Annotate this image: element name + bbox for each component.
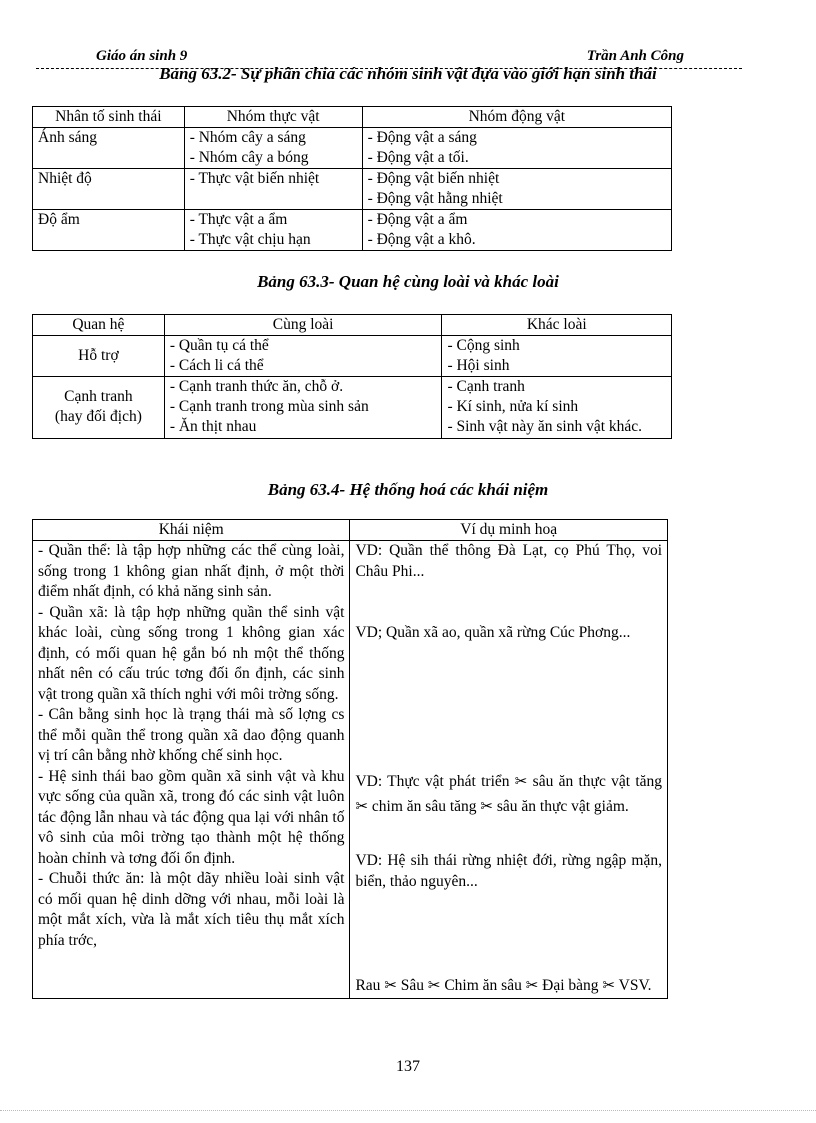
table-cell: Nhiệt độ xyxy=(33,169,185,210)
concepts-cell xyxy=(33,541,350,999)
table3 xyxy=(32,519,668,999)
concept-food-chain: - Chuỗi thức ăn: là một dãy nhiều loài sinh vật có mối quan hệ dinh dỡng với nhau, mỗi loài là một mắt xích, vừa là mắt xích tiêu thụ mắt xích phía trớc, xyxy=(38,870,345,949)
page-number: 137 xyxy=(396,1058,420,1075)
table-cell: - Động vật biến nhiệt - Động vật hằng nhiệt xyxy=(362,169,671,210)
arrow-icon: ✂ xyxy=(384,976,397,994)
concept-population: - Quần thể: là tập hợp những các thể cùng loài, sống trong 1 không gian nhất định, ở một thời điểm nhất định, có khả năng sinh sản. xyxy=(38,542,345,600)
table2-header-other: Khác loài xyxy=(442,315,672,336)
table-row xyxy=(33,520,668,541)
table-cell: - Nhóm cây a sáng - Nhóm cây a bóng xyxy=(184,128,362,169)
table-cell: - Cộng sinh - Hội sinh xyxy=(442,336,672,377)
table-cell: - Động vật a ẩm - Động vật a khô. xyxy=(362,210,671,251)
example-ecosystem: VD: Hệ sih thái rừng nhiệt đới, rừng ngập mặn, biển, thảo nguyên... xyxy=(355,852,662,890)
table-row xyxy=(33,377,672,439)
table-cell: - Thực vật biến nhiệt xyxy=(184,169,362,210)
concept-ecosystem: - Hệ sinh thái bao gồm quần xã sinh vật và khu vực sống của quần xã, trong đó các sinh vật luôn tác động lẫn nhau và tác động qua lại với nhân tố vô sinh của môi trờng tạo thành một hệ thống hoàn chỉnh và tơng đối ổn định. xyxy=(38,767,345,867)
arrow-icon: ✂ xyxy=(480,797,493,815)
arrow-icon: ✂ xyxy=(514,772,528,790)
table2-caption: Bảng 63.3- Quan hệ cùng loài và khác loài xyxy=(257,272,559,291)
table-cell: Hỗ trợ xyxy=(33,336,165,377)
table-row xyxy=(33,128,672,169)
examples-cell xyxy=(350,541,668,999)
table-cell: Ánh sáng xyxy=(33,128,185,169)
table-row xyxy=(33,107,672,128)
table3-header-concept: Khái niệm xyxy=(33,520,350,541)
arrow-icon: ✂ xyxy=(427,976,441,994)
table-cell: Cạnh tranh (hay đối địch) xyxy=(33,377,165,439)
table1-header-animals: Nhóm động vật xyxy=(362,107,671,128)
concept-community: - Quần xã: là tập hợp những quần thể sinh vật khác loài, cùng sống trong 1 không gian xác định, có mối quan hệ gắn bó nh một thể thống nhất nên có cấu trúc tơng đối ổn định, các sinh vật trong quần xã thích nghi với môi trờng sống. xyxy=(38,603,345,703)
table-cell: Độ ẩm xyxy=(33,210,185,251)
table1-header-plants: Nhóm thực vật xyxy=(184,107,362,128)
table1-header-factor: Nhân tố sinh thái xyxy=(33,107,185,128)
table3-caption: Bảng 63.4- Hệ thống hoá các khái niệm xyxy=(267,480,549,499)
table-cell: - Thực vật a ẩm - Thực vật chịu hạn xyxy=(184,210,362,251)
table-cell: - Động vật a sáng - Động vật a tối. xyxy=(362,128,671,169)
table3-header-example: Ví dụ minh hoạ xyxy=(350,520,668,541)
example-community: VD; Quần xã ao, quần xã rừng Cúc Phơng... xyxy=(355,624,631,641)
table-row xyxy=(33,315,672,336)
table1 xyxy=(32,106,672,251)
table-row xyxy=(33,169,672,210)
footer-divider xyxy=(0,1110,816,1111)
table1-caption: Bảng 63.2- Sự phân chia các nhóm sinh vật dựa vào giới hạn sinh thái xyxy=(159,64,657,83)
arrow-icon: ✂ xyxy=(525,976,539,994)
table-cell: - Quần tụ cá thể - Cách li cá thể xyxy=(164,336,442,377)
arrow-icon: ✂ xyxy=(602,976,616,994)
example-biological-balance: VD: Thực vật phát triển ✂ sâu ăn thực vật tăng ✂ chim ăn sâu tăng ✂ sâu ăn thực vật giảm. xyxy=(355,772,663,815)
example-food-chain: Rau ✂ Sâu ✂ Chim ăn sâu ✂ Đại bàng ✂ VSV. xyxy=(355,976,652,994)
arrow-icon: ✂ xyxy=(355,797,369,815)
header-right: Trần Anh Công xyxy=(586,48,684,64)
example-population: VD: Quần thể thông Đà Lạt, cọ Phú Thọ, voi Châu Phi... xyxy=(355,542,662,580)
header-left: Giáo án sinh 9 xyxy=(96,48,188,64)
table-row xyxy=(33,541,668,999)
table2-header-same: Cùng loài xyxy=(164,315,442,336)
table-row xyxy=(33,210,672,251)
table-cell: - Cạnh tranh - Kí sinh, nửa kí sinh - Sinh vật này ăn sinh vật khác. xyxy=(442,377,672,439)
table-cell: - Cạnh tranh thức ăn, chỗ ở. - Cạnh tranh trong mùa sinh sản - Ăn thịt nhau xyxy=(164,377,442,439)
table2 xyxy=(32,314,672,439)
concept-biological-balance: - Cân bằng sinh học là trạng thái mà số lợng cs thể mỗi quần thể trong quần xã dao động quanh vị trí cân bằng nhờ khống chế sinh học. xyxy=(38,706,345,764)
table2-header-relation: Quan hệ xyxy=(33,315,165,336)
table-row xyxy=(33,336,672,377)
